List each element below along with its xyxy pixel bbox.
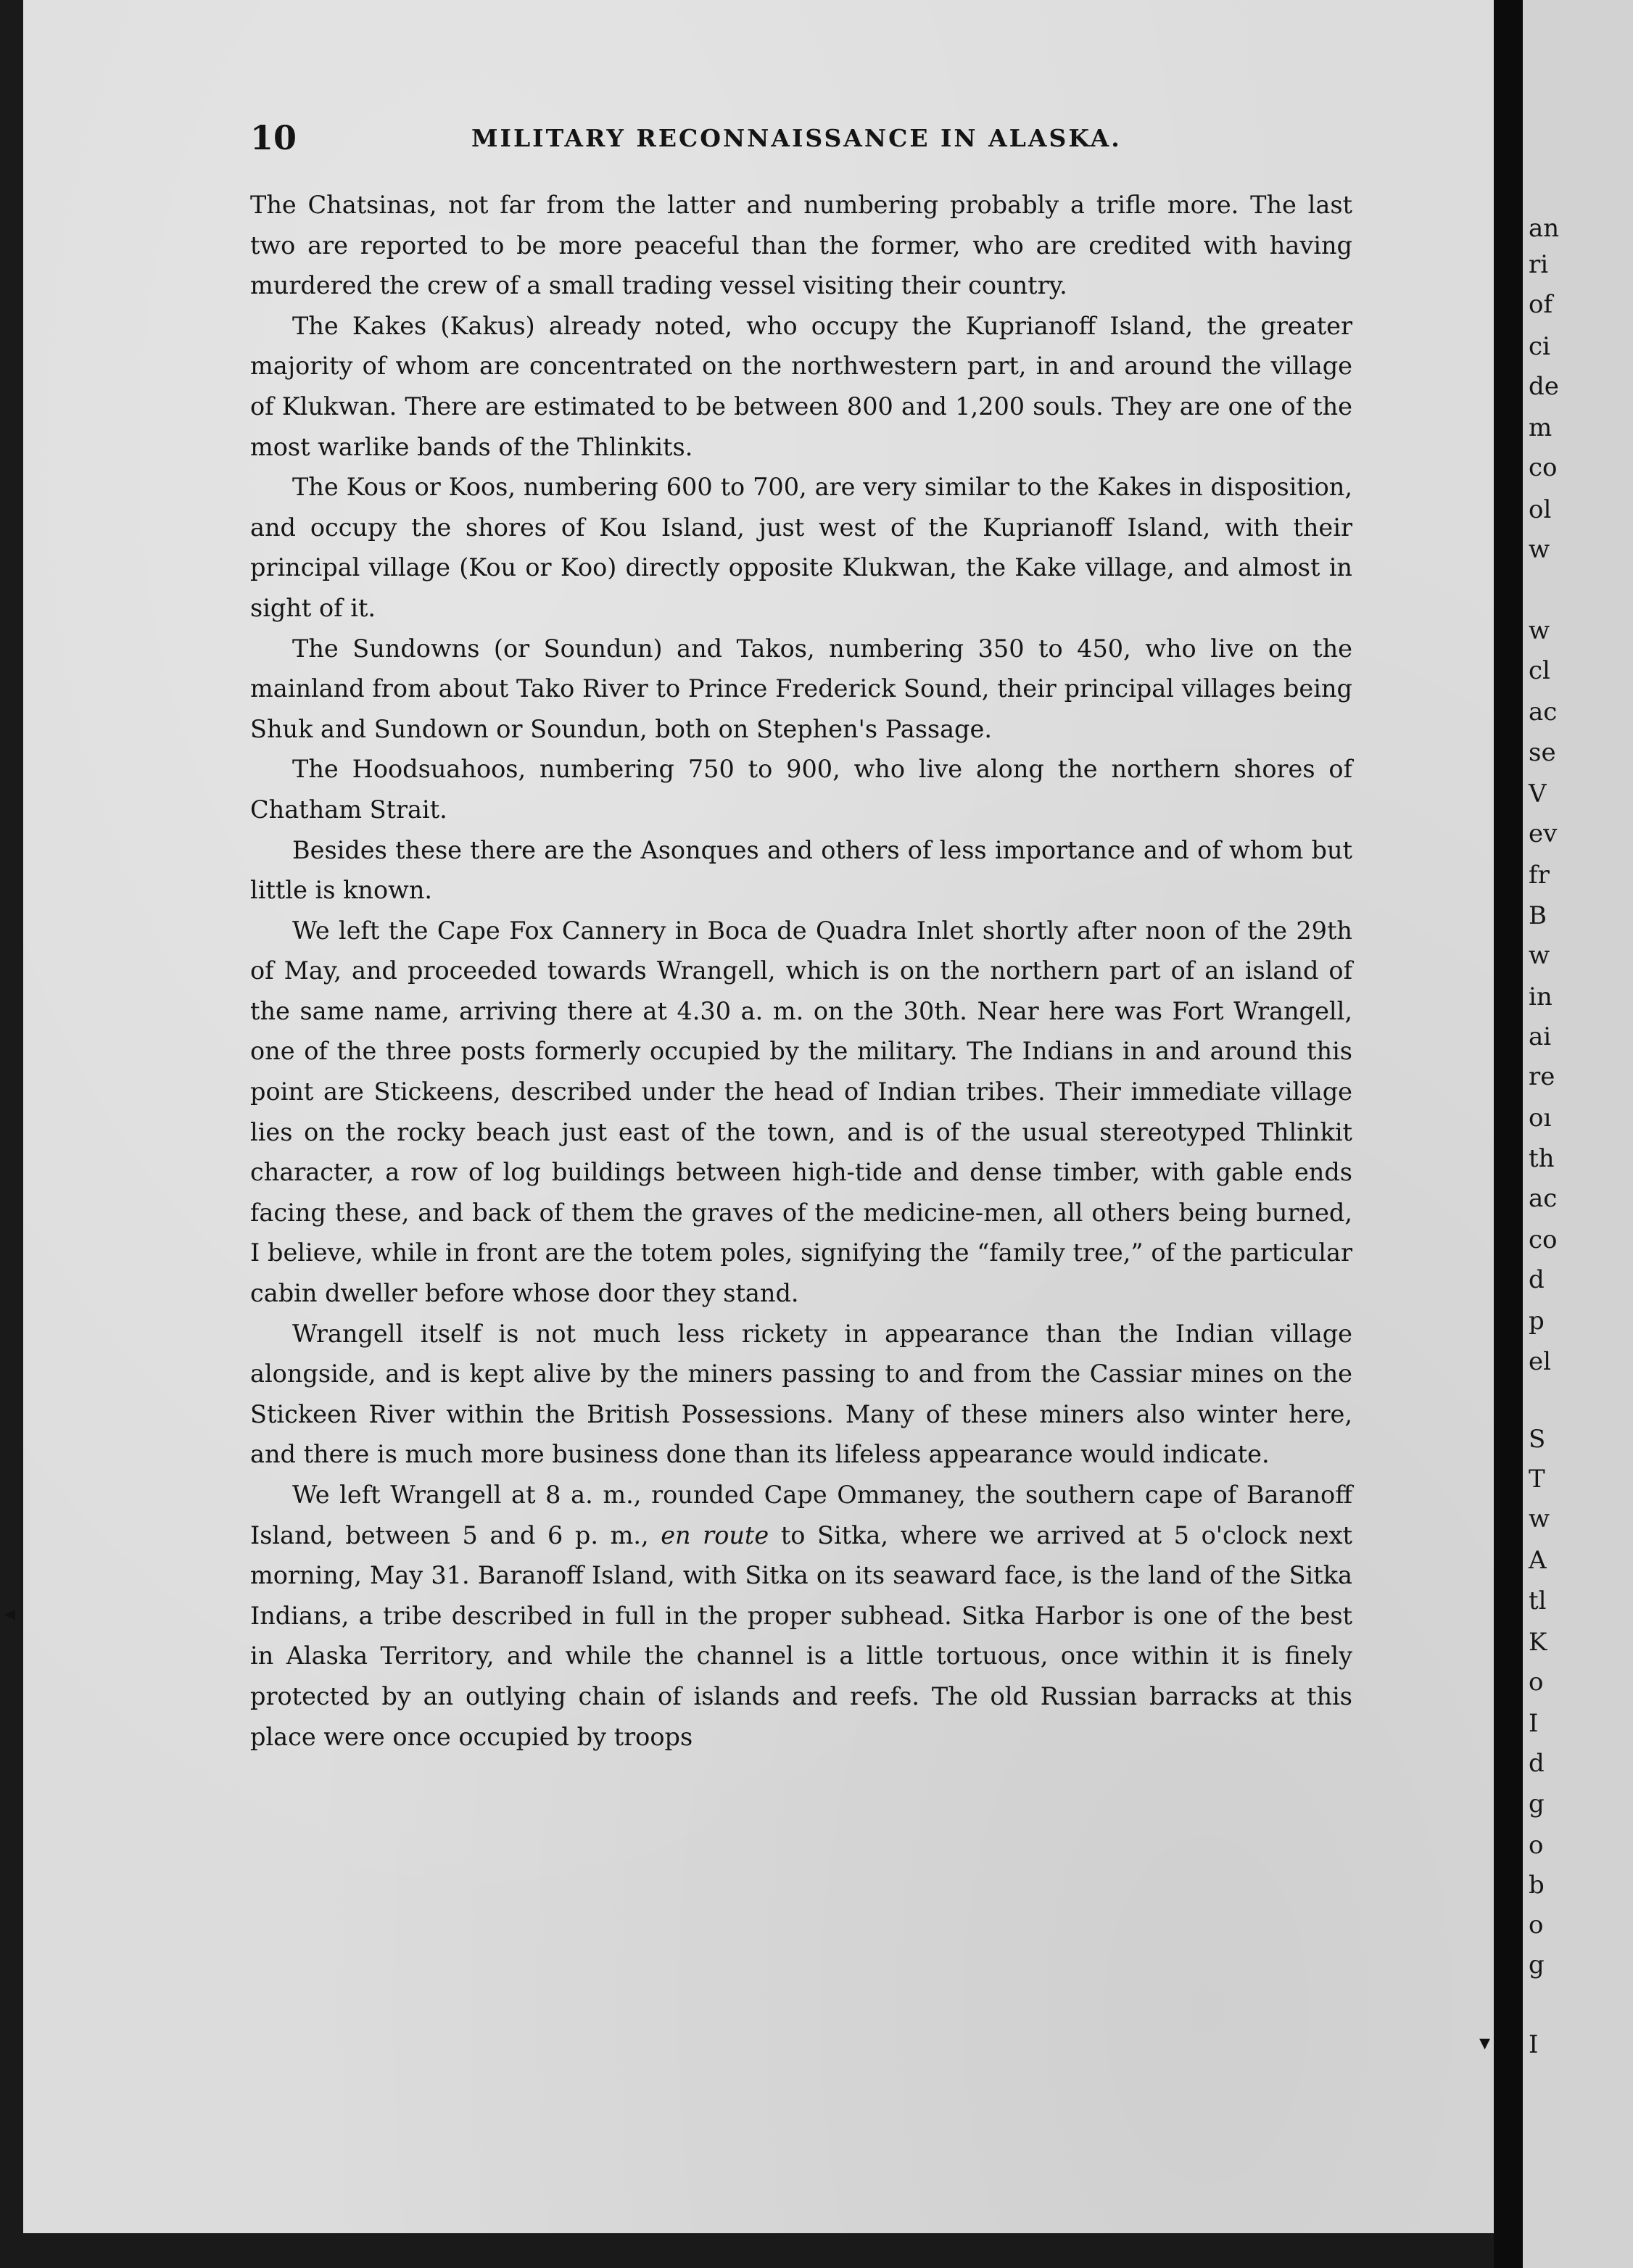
adjacent-page-line-fragment: fr (1529, 861, 1550, 890)
adjacent-page-line-fragment: ci (1529, 332, 1550, 361)
italic-en-route: en route (661, 1520, 769, 1549)
adjacent-page-line-fragment: w (1529, 616, 1550, 645)
left-margin-arrow-icon: ◂ (4, 1601, 16, 1626)
adjacent-page-line-fragment: o (1529, 1911, 1544, 1940)
adjacent-page-line-fragment: g (1529, 1789, 1545, 1818)
gutter-arrow-icon: ▾ (1479, 2030, 1491, 2056)
adjacent-page-line-fragment: I (1529, 1709, 1539, 1738)
adjacent-page-line-fragment: A (1529, 1546, 1547, 1575)
paragraph-chatsinas: The Chatsinas, not far from the latter and numbering probably a trifle more. The last two are reported to be more peaceful than the former, who are credited with having murdered the crew of a small trading vessel visiting their country. (250, 191, 1352, 300)
adjacent-page-line-fragment: ol (1529, 495, 1552, 524)
adjacent-page-line-fragment: se (1529, 738, 1556, 767)
adjacent-page-line-fragment: w (1529, 941, 1550, 970)
adjacent-page-line-fragment: d (1529, 1749, 1545, 1778)
adjacent-page-line-fragment: g (1529, 1950, 1545, 1979)
paragraph-kakes: The Kakes (Kakus) already noted, who occupy the Kuprianoff Island, the greater majority of whom are concentrated on the northwestern part, in and around the village of Klukwan. There are estimated to be between 800 and 1,200 souls. They are one of the most warlike bands of the Thlinkits. (250, 311, 1352, 461)
book-gutter (1494, 0, 1523, 2268)
adjacent-page-line-fragment: I (1529, 2030, 1539, 2059)
page-header (250, 116, 1356, 167)
adjacent-page-line-fragment: el (1529, 1347, 1551, 1376)
adjacent-page-line-fragment: ac (1529, 1184, 1558, 1213)
sitka-text-start: We left Wrangell at 8 a. m., rounded Cape Ommaney, the southern cape of Baranoff Island, between 5 and 6 p. m., (250, 1481, 1352, 1549)
adjacent-page-line-fragment: K (1529, 1628, 1547, 1657)
adjacent-page-line-fragment: p (1529, 1307, 1545, 1336)
body-text (250, 185, 1352, 1757)
adjacent-page-line-fragment: co (1529, 1225, 1558, 1254)
paragraph-asonques: Besides these there are the Asonques and others of less importance and of whom but little is known. (250, 835, 1352, 905)
adjacent-page-line-fragment: T (1529, 1465, 1545, 1494)
running-title: MILITARY RECONNAISSANCE IN ALASKA. (471, 124, 1122, 152)
paragraph-kous: The Kous or Koos, numbering 600 to 700, are very similar to the Kakes in disposition, and occupy the shores of Kou Island, just west of the Kuprianoff Island, with their principal village (Kou or Koo) directly opposite Klukwan, the Kake village, and almost in sight of it. (250, 473, 1352, 622)
adjacent-page-line-fragment: o (1529, 1831, 1544, 1860)
adjacent-page-line-fragment: ri (1529, 250, 1549, 279)
adjacent-page-line-fragment: m (1529, 413, 1553, 442)
paragraph-sundowns: The Sundowns (or Soundun) and Takos, numbering 350 to 450, who live on the mainland from about Tako River to Prince Frederick Sound, their principal villages being Shuk and Sundown or Soundun, both on Stephen's Passage. (250, 634, 1352, 743)
paragraph-wrangell-town: Wrangell itself is not much less rickety in appearance than the Indian village alongside, and is kept alive by the miners passing to and from the Cassiar mines on the Stickeen River within the British Possessions. Many of these miners also winter here, and there is much more business done than its lifeless appearance would indicate. (250, 1319, 1352, 1469)
page-number: 10 (250, 118, 297, 157)
adjacent-page-line-fragment: tl (1529, 1586, 1547, 1615)
adjacent-page-line-fragment: V (1529, 779, 1547, 808)
adjacent-page-line-fragment: B (1529, 901, 1547, 930)
adjacent-page-line-fragment: w (1529, 535, 1550, 564)
adjacent-page-line-fragment: d (1529, 1265, 1545, 1294)
adjacent-page-line-fragment: an (1529, 214, 1560, 243)
paragraph-hoodsuahoos: The Hoodsuahoos, numbering 750 to 900, who live along the northern shores of Chatham Strait. (250, 755, 1352, 824)
adjacent-page-line-fragment: ev (1529, 819, 1558, 848)
adjacent-page-line-fragment: ac (1529, 698, 1558, 727)
adjacent-page-line-fragment: cl (1529, 656, 1550, 685)
adjacent-page-line-fragment: w (1529, 1505, 1550, 1534)
paragraph-sitka (250, 1475, 1352, 1757)
adjacent-page-line-fragment: oı (1529, 1104, 1552, 1133)
adjacent-page-line-fragment: ai (1529, 1022, 1552, 1051)
sitka-text-end: to Sitka, where we arrived at 5 o'clock next morning, May 31. Baranoff Island, with Sitka on its seaward face, is the land of the Sitka Indians, a tribe described in full in the proper subhead. Sitka Harbor is one of the best in Alaska Territory, and while the channel is a little tortuous, once within it is finely protected by an outlying chain of islands and reefs. The old Russian barracks at this place were once occupied by troops (250, 1520, 1352, 1751)
adjacent-page-line-fragment: of (1529, 290, 1553, 319)
adjacent-page-line-fragment: in (1529, 982, 1553, 1011)
adjacent-page-line-fragment: de (1529, 372, 1559, 401)
adjacent-page-line-fragment: o (1529, 1668, 1544, 1697)
adjacent-page-line-fragment: re (1529, 1062, 1555, 1091)
adjacent-page-line-fragment: b (1529, 1871, 1545, 1900)
adjacent-page-line-fragment: th (1529, 1144, 1555, 1173)
paragraph-wrangell-arrival: We left the Cape Fox Cannery in Boca de Quadra Inlet shortly after noon of the 29th of May, and proceeded towards Wrangell, which is on the northern part of an island of the same name, arriving there at 4.30 a. m. on the 30th. Near here was Fort Wrangell, one of the three posts formerly occupied by the military. The Indians in and around this point are Stickeens, described under the head of Indian tribes. Their immediate village lies on the rocky beach just east of the town, and is of the usual stereotyped Thlinkit character, a row of log buildings between high-tide and dense timber, with gable ends facing these, and back of them the graves of the medicine-men, all others being burned, I believe, while in front are the totem poles, signifying the “family tree,” of the particular cabin dweller before whose door they stand. (250, 916, 1352, 1308)
adjacent-page-line-fragment: co (1529, 453, 1558, 482)
adjacent-page-line-fragment: S (1529, 1425, 1546, 1454)
